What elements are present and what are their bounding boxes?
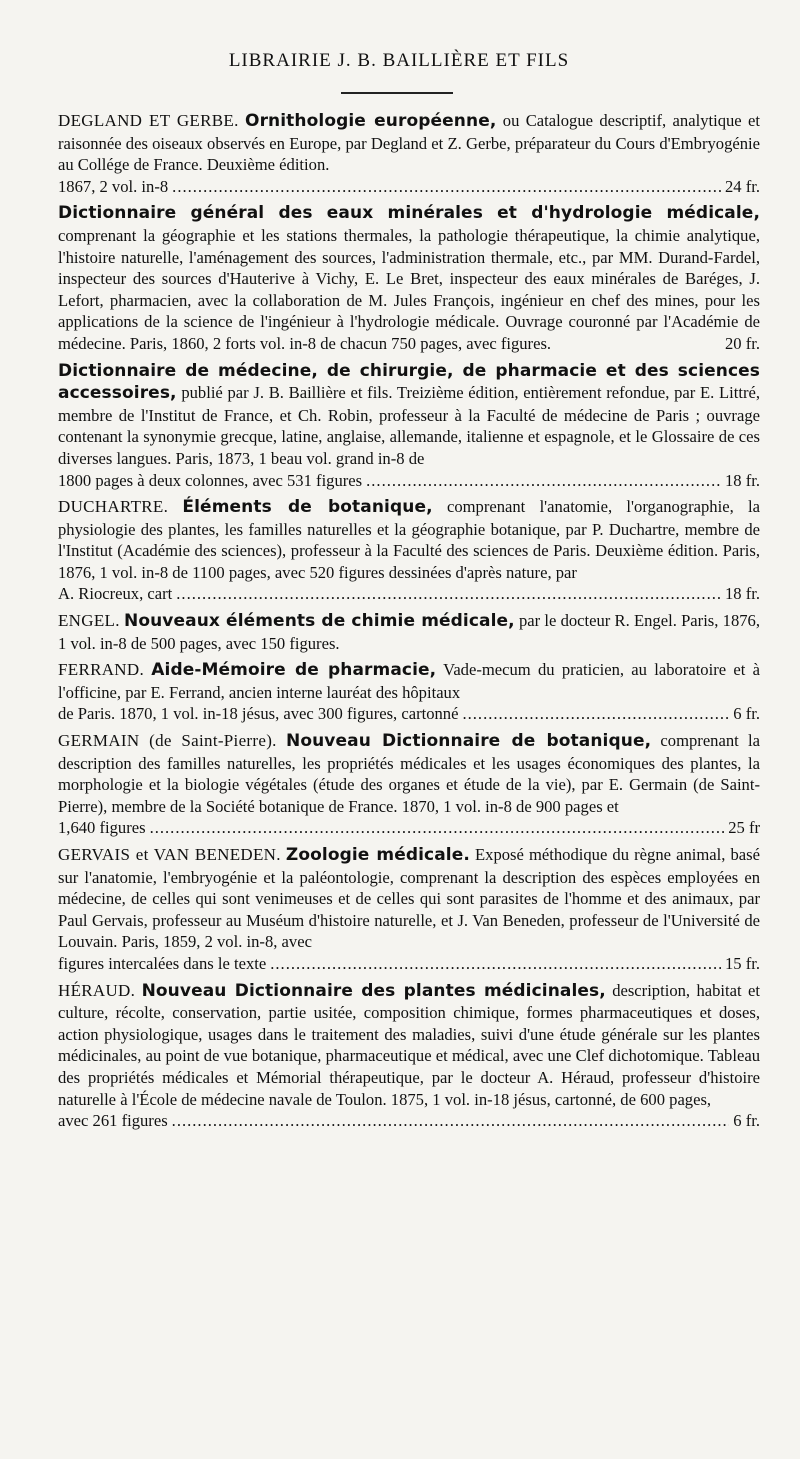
catalogue-entry <box>58 730 760 839</box>
catalogue-entry <box>58 610 760 654</box>
leader-dots <box>270 953 721 975</box>
catalogue-entry <box>58 844 760 975</box>
leader-dots <box>176 583 721 605</box>
entry-tail: 1800 pages à deux colonnes, avec 531 figures <box>58 470 363 490</box>
entry-title: Éléments de botanique, <box>182 497 433 518</box>
entry-price-line <box>58 703 760 725</box>
entry-price-line <box>58 953 760 975</box>
catalogue-entry <box>58 659 760 725</box>
entry-author: ENGEL. <box>58 611 120 631</box>
entry-tail: 1,640 figures <box>58 818 146 838</box>
leader-dots <box>172 176 721 198</box>
entry-title: Dictionnaire de médecine, de chirurgie, de pharmacie et des sciences accessoires, <box>58 360 760 404</box>
leader-dots <box>172 1110 730 1132</box>
catalogue-entry <box>58 202 760 354</box>
entry-title: Dictionnaire général des eaux minérales et d'hydrologie médicale, <box>58 203 760 224</box>
entry-body: comprenant la description des familles naturelles, les propriétés médicales et les usages économiques des plantes, la morphologie et la biologie végétales (étude des organes et étude de la vie), par E. Germain (de Saint-Pierre), membre de la Société botanique de France. 1870, 1 vol. in-8 de 900 pages et <box>58 731 761 816</box>
entry-tail: avec 261 figures <box>58 1111 168 1131</box>
entry-price: 15 fr. <box>724 953 760 973</box>
entry-tail: 1867, 2 vol. in-8 <box>58 176 169 196</box>
entry-price: 18 fr. <box>724 584 760 604</box>
entry-body: comprenant la géographie et les stations thermales, la pathologie thérapeutique, la chimie analytique, l'histoire naturelle, l'aménagement des sources, l'administration thermale, etc., par MM. Durand-Fardel, inspecteur des sources d'Hauterive à Vichy, E. Le Bret, inspecteur des eaux minérales de Baréges, J. Lefort, pharmacien, avec la collaboration de M. Jules François, ingénieur en chef des mines, pour les applications de la science de l'ingénieur à l'hydrologie médicale. Ouvrage couronné par l'Académie de médecine. Paris, 1860, 2 forts vol. in-8 de chacun 750 pages, avec figures. <box>58 225 760 353</box>
catalogue-entry <box>58 110 760 197</box>
entry-author: DUCHARTRE. <box>58 497 169 517</box>
entry-author: DEGLAND ET GERBE. <box>58 111 239 130</box>
leader-dots <box>462 703 729 725</box>
entry-price: 24 fr. <box>724 176 760 196</box>
entry-body: Exposé méthodique du règne animal, basé sur l'anatomie, l'embryogénie et la paléontologie, comprenant la description des espèces employées en médecine, de celles qui sont venimeuses et de celles qui sont parasites de l'homme et des animaux, par Paul Gervais, professeur au Muséum d'histoire naturelle, et J. Van Beneden, professeur de l'Université de Louvain. Paris, 1859, 2 vol. in-8, avec <box>58 845 760 952</box>
entry-body: Vade-mecum du praticien, au laboratoire et à l'officine, par E. Ferrand, ancien interne lauréat des hôpitaux <box>58 660 760 702</box>
entry-price-line <box>58 176 760 198</box>
entry-author: HÉRAUD. <box>58 980 136 1000</box>
entry-title: Ornithologie européenne, <box>245 111 497 131</box>
catalogue-entry <box>58 496 760 605</box>
entry-tail: figures intercalées dans le texte <box>58 953 267 973</box>
entry-price: 6 fr. <box>733 704 760 724</box>
entry-body: par le docteur R. Engel. Paris, 1876, 1 vol. in-8 de 500 pages, avec 150 figures. <box>58 611 760 653</box>
entry-price: 6 fr. <box>733 1111 760 1131</box>
entry-price-line <box>58 1110 760 1132</box>
header-rule <box>341 92 453 94</box>
entry-title: Nouveau Dictionnaire des plantes médicinales, <box>141 980 606 1001</box>
entry-title: Aide-Mémoire de pharmacie, <box>151 660 437 681</box>
entry-price-line <box>58 470 760 492</box>
entry-title: Nouveaux éléments de chimie médicale, <box>124 611 515 632</box>
leader-dots <box>366 470 721 492</box>
entry-price: 25 fr <box>728 818 760 838</box>
entry-price: 20 fr. <box>724 333 760 353</box>
entry-price-line <box>58 583 760 605</box>
entry-title: Zoologie médicale. <box>285 845 470 865</box>
entry-title: Nouveau Dictionnaire de botanique, <box>286 731 652 752</box>
entry-body: comprenant l'anatomie, l'organographie, la physiologie des plantes, les familles naturelles et la géographie botanique, par P. Duchartre, membre de l'Institut (Académie des sciences), professeur à la Faculté des sciences de Paris. Deuxième édition. Paris, 1876, 1 vol. in-8 de 1100 pages, avec 520 figures dessinées d'après nature, par <box>58 497 760 582</box>
entry-body: ou Catalogue descriptif, analytique et raisonnée des oiseaux observés en Europe, par Degland et Z. Gerbe, préparateur du Cours d'Embryogénie au Collége de France. Deuxième édition. <box>58 111 761 175</box>
entry-author: GERVAIS et VAN BENEDEN. <box>58 845 281 864</box>
entry-tail: de Paris. 1870, 1 vol. in-18 jésus, avec 300 figures, cartonné <box>58 704 459 724</box>
entry-body: description, habitat et culture, récolte, conservation, partie usitée, composition chimique, formes pharmaceutiques et doses, action physiologique, usages dans le traitement des maladies, suivi d'une étude générale sur les plantes médicinales, au point de vue botanique, pharmaceutique et médical, avec une Clef dichotomique. Tableau des propriétés médicales et Mémorial thérapeutique, par le docteur A. Héraud, professeur d'histoire naturelle à l'École de médecine navale de Toulon. 1875, 1 vol. in-18 jésus, cartonné, de 600 pages, <box>58 980 760 1109</box>
leader-dots <box>150 817 725 839</box>
entry-body: publié par J. B. Baillière et fils. Treizième édition, entièrement refondue, par E. Littré, membre de l'Institut de France, et Ch. Robin, professeur à la Faculté de médecine de Paris ; ouvrage contenant la synonymie grecque, latine, anglaise, allemande, italienne et espagnole, et le Glossaire de ces diverses langues. Paris, 1873, 1 beau vol. grand in-8 de <box>58 383 761 468</box>
entry-price: 18 fr. <box>724 470 760 490</box>
entry-tail: A. Riocreux, cart <box>58 584 173 604</box>
entry-author: FERRAND. <box>58 660 144 680</box>
catalogue-entry <box>58 980 760 1132</box>
entry-price-line <box>58 817 760 839</box>
page-header: LIBRAIRIE J. B. BAILLIÈRE ET FILS <box>228 50 570 71</box>
catalogue-entry <box>58 360 760 492</box>
entry-author: GERMAIN (de Saint-Pierre). <box>58 731 277 751</box>
